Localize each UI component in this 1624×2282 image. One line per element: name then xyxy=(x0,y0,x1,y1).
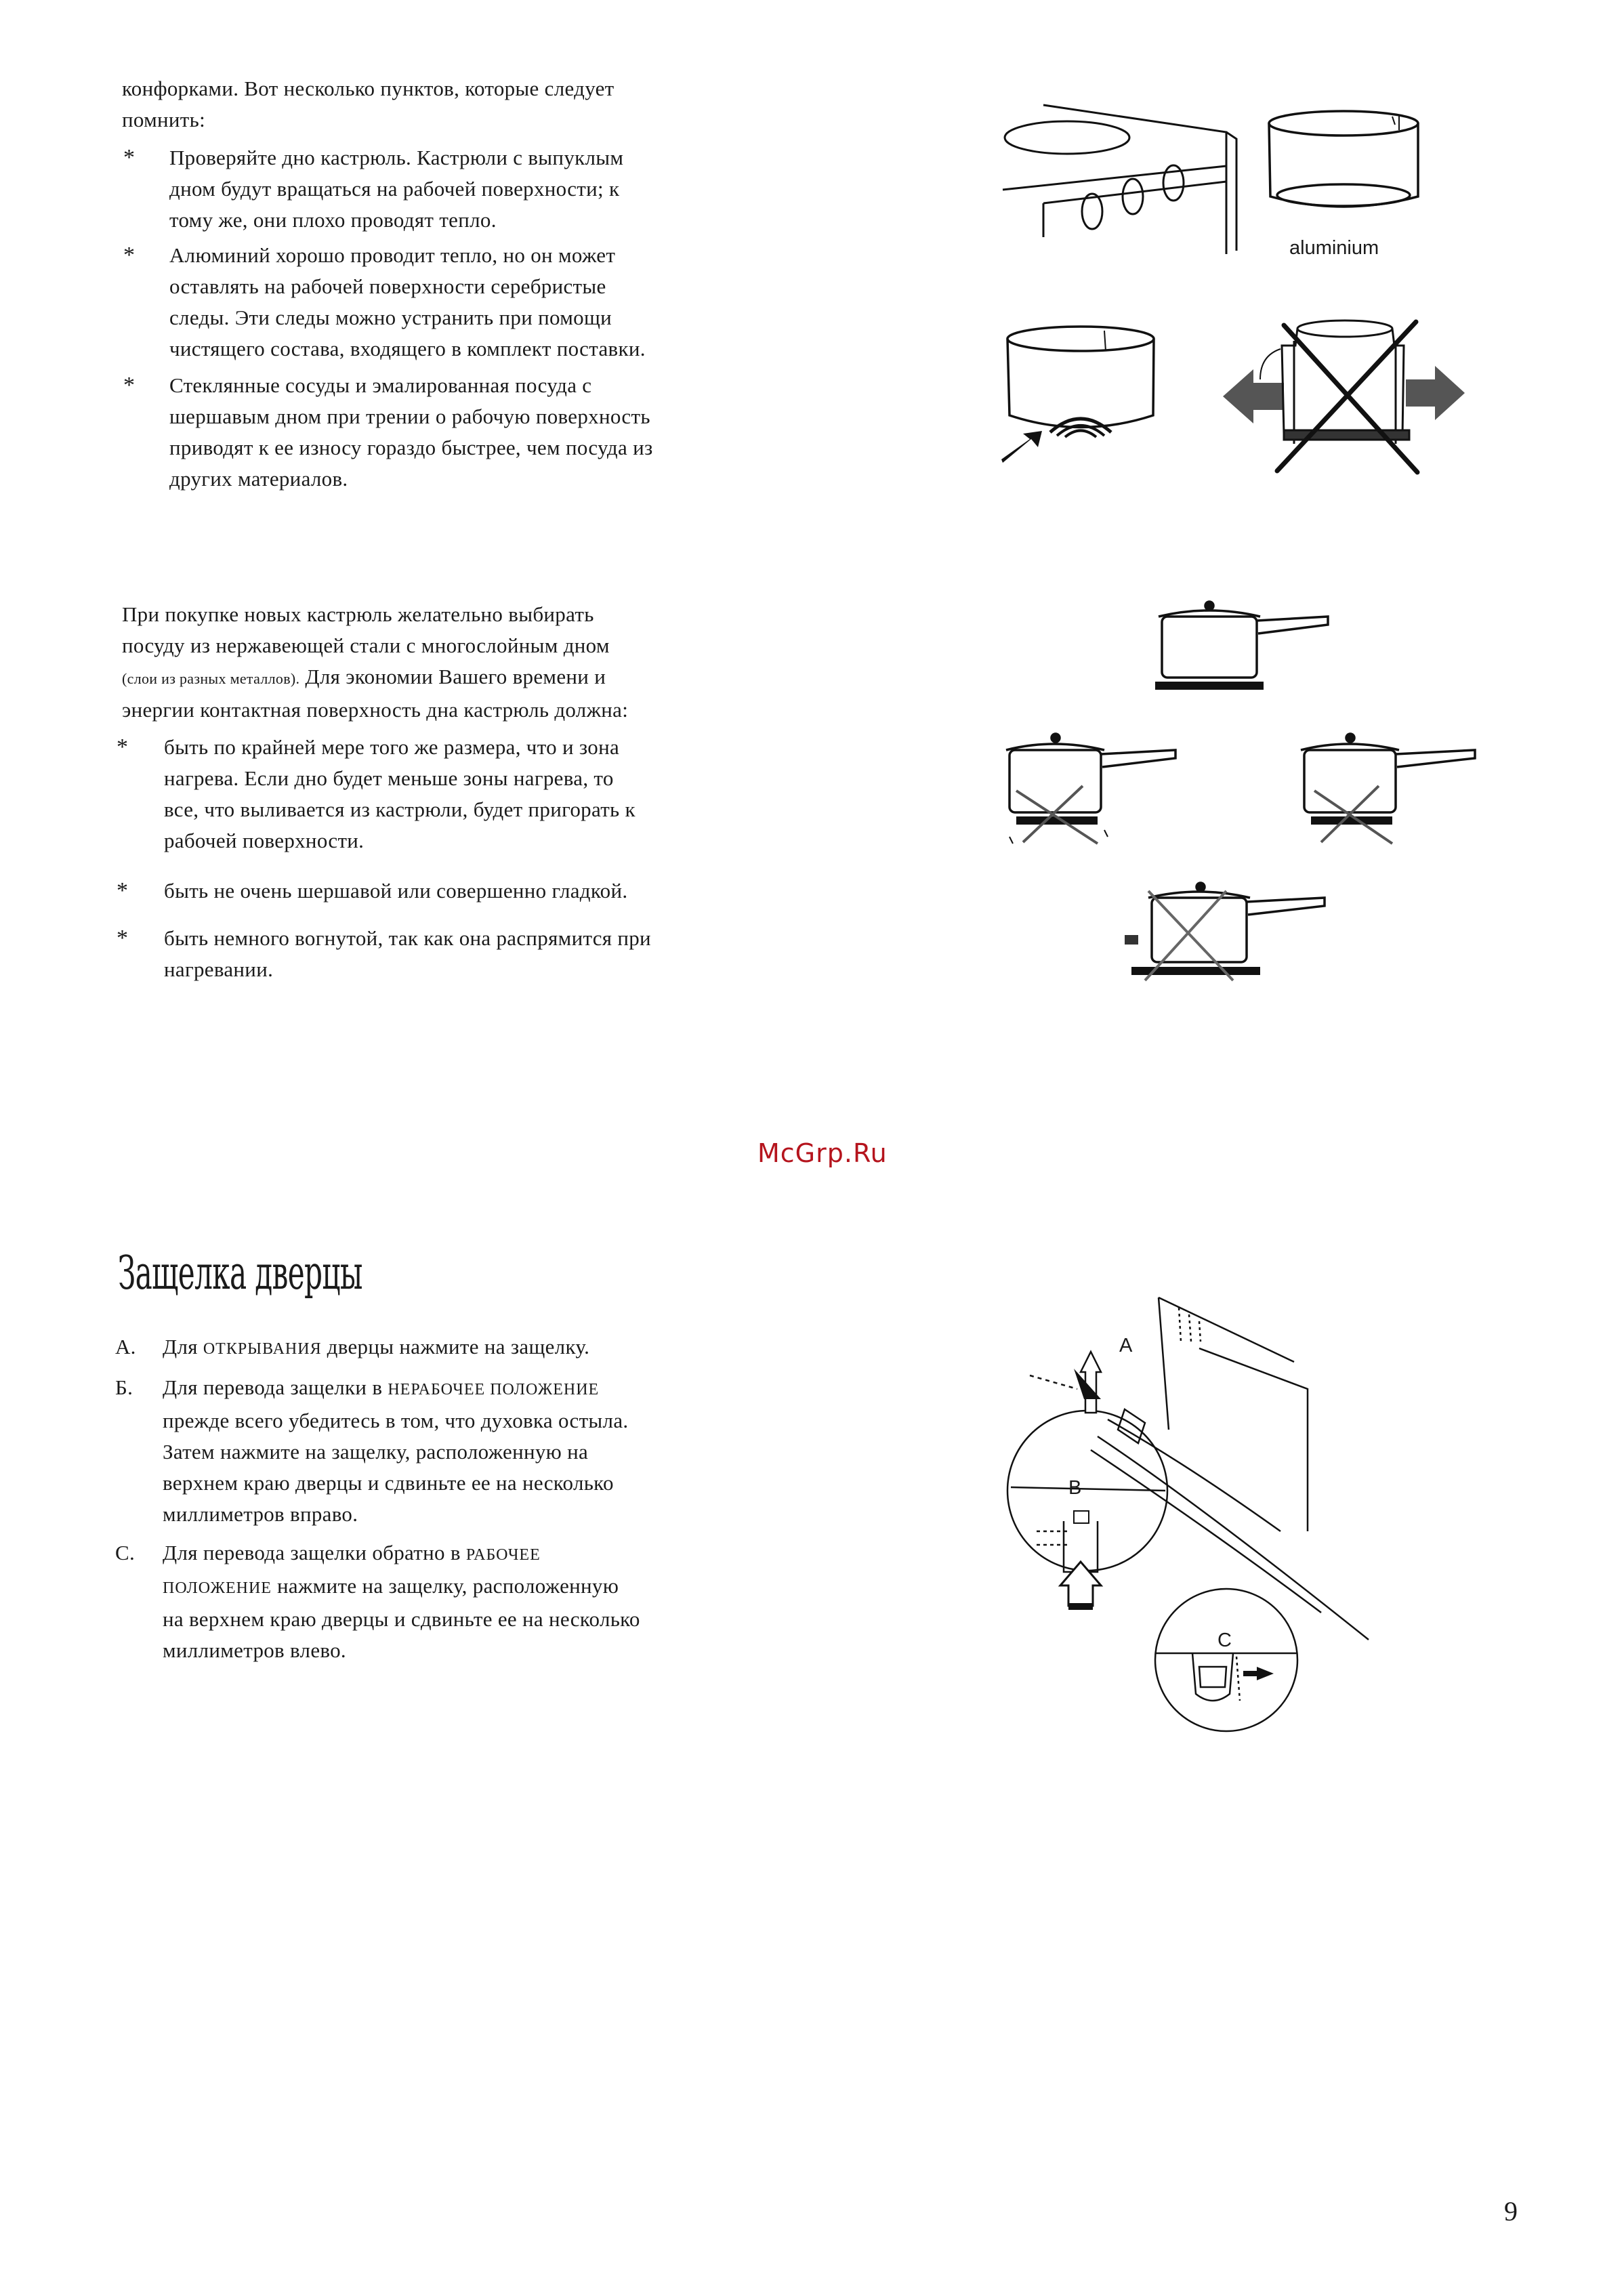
bullet-star: * xyxy=(117,926,129,951)
cooktop-illustration xyxy=(1003,102,1247,257)
warped-pot-illustration xyxy=(1003,324,1159,466)
step-label: C. xyxy=(115,1541,136,1564)
list-item: * Алюминий хорошо проводит тепло, но он может оставлять на рабочей поверхности серебристые следы. Эти следы можно устранить при помощи чистящего состава, входящего в комплект поставки. xyxy=(122,240,799,370)
saucepan-uneven-crossed xyxy=(1297,728,1480,847)
aluminium-pot-illustration xyxy=(1264,108,1426,217)
page-number: 9 xyxy=(1504,2196,1518,2226)
latch-steps xyxy=(115,1331,813,1666)
list-item: * Стеклянные сосуды и эмалированная посуда с шершавым дном при трении о рабочую поверхность приводят к ее износу гораздо быстрее, чем посуда из других материалов. xyxy=(122,370,799,495)
small-note: (слои из разных металлов). xyxy=(122,670,300,687)
saucepan-convex-crossed xyxy=(1125,877,1328,993)
step-label: A. xyxy=(115,1335,136,1358)
list-item: * быть немного вогнутой, так как она распрямится при нагревании. xyxy=(115,923,806,985)
bullet-star: * xyxy=(123,373,136,398)
latch-label-a: A xyxy=(1119,1335,1133,1356)
intro-line: конфорками. Вот несколько пунктов, которые следует xyxy=(122,77,615,100)
intro-paragraph xyxy=(122,73,615,136)
buying-paragraph: При покупке новых кастрюль желательно выбирать посуду из нержавеющей стали с многослойным дном (слои из разных металлов). Для экономии Вашего времени и энергии контактная поверхность дна кастрюль должна: xyxy=(122,602,629,722)
intro-line: помнить: xyxy=(122,108,205,131)
bullet-star: * xyxy=(123,243,136,268)
section-title: Защелка дверцы xyxy=(118,1247,362,1300)
step-a: A. Для ОТКРЫВАНИЯ дверцы нажмите на защелку. xyxy=(115,1331,813,1372)
aluminium-caption: aluminium xyxy=(1289,237,1379,259)
pan-base-bullet-list xyxy=(115,732,806,985)
list-item: * быть не очень шершавой или совершенно гладкой. xyxy=(115,875,806,923)
watermark: McGrp.Ru xyxy=(757,1138,888,1168)
saucepan-small-base-crossed xyxy=(1003,728,1179,847)
bullet-star: * xyxy=(117,878,129,903)
bullet-star: * xyxy=(117,734,129,760)
list-item: * Проверяйте дно кастрюль. Кастрюли с выпуклым дном будут вращаться на рабочей поверхности; к тому же, они плохо проводят тепло. xyxy=(122,142,799,240)
cookware-bullet-list xyxy=(122,142,799,495)
saucepan-good-illustration xyxy=(1155,596,1331,698)
bullet-star: * xyxy=(123,145,136,170)
glass-pot-crossed-illustration xyxy=(1220,308,1470,474)
latch-label-b: B xyxy=(1068,1477,1082,1499)
latch-label-c: C xyxy=(1217,1630,1232,1651)
door-latch-illustration xyxy=(996,1287,1375,1735)
list-item: * быть по крайней мере того же размера, что и зона нагрева. Если дно будет меньше зоны нагрева, то все, что выливается из кастрюли, будет пригорать к рабочей поверхности. xyxy=(115,732,806,875)
step-label: Б. xyxy=(115,1375,133,1399)
step-b: Б. Для перевода защелки в НЕРАБОЧЕЕ ПОЛОЖЕНИЕ прежде всего убедитесь в том, что духовка остыла. Затем нажмите на защелку, расположенную на верхнем краю дверцы и сдвиньте ее на несколько миллиметров вправо. xyxy=(115,1372,813,1537)
step-c: C. Для перевода защелки обратно в РАБОЧЕЕ ПОЛОЖЕНИЕ нажмите на защелку, расположенную на верхнем краю дверцы и сдвиньте ее на несколько миллиметров влево. xyxy=(115,1537,813,1666)
